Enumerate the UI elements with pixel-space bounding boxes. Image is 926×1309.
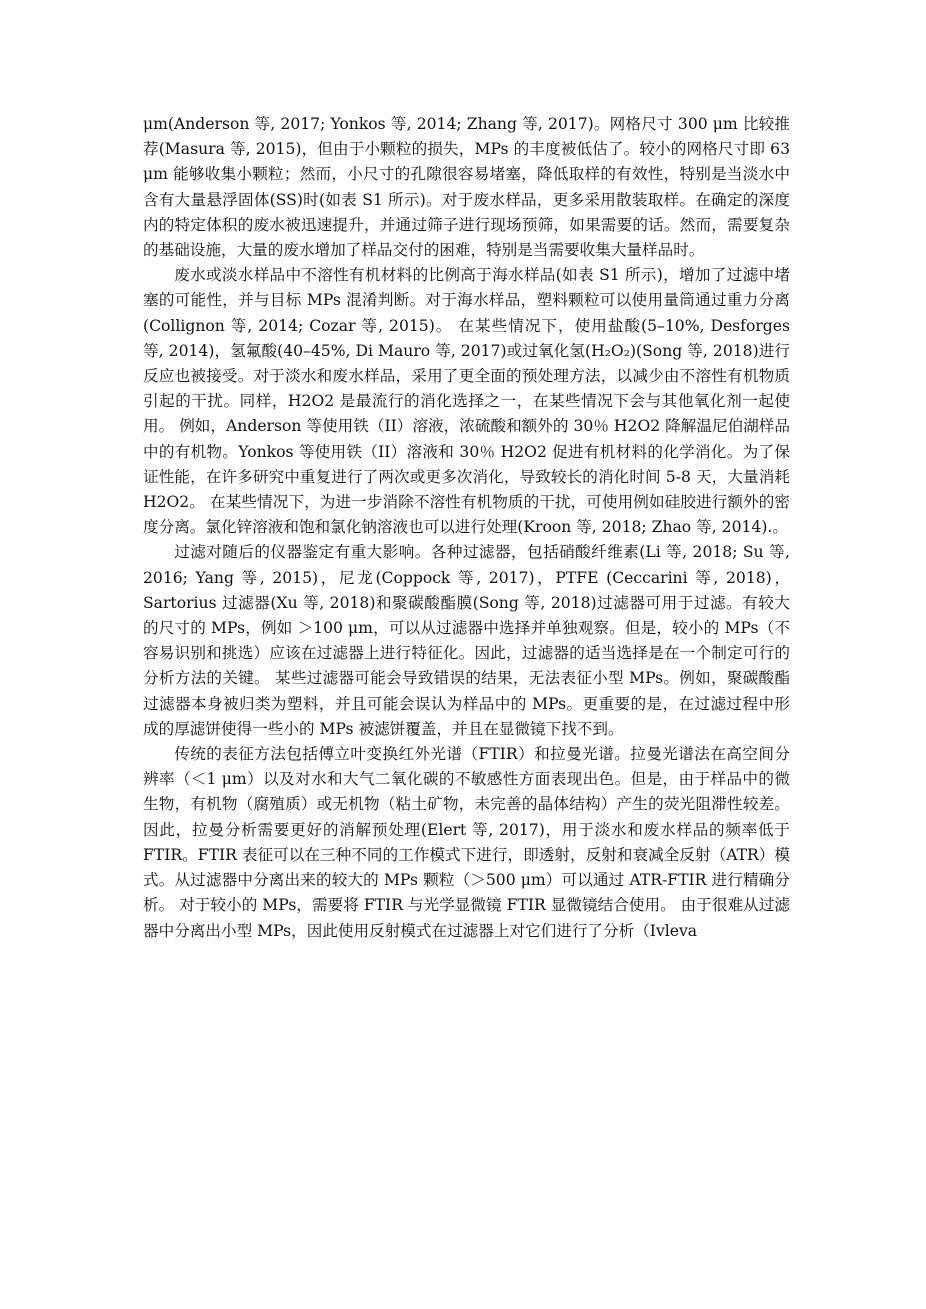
paragraph-3: 过滤对随后的仪器鉴定有重大影响。各种过滤器，包括硝酸纤维素(Li 等, 2018; Su 等, 2016; Yang 等, 2015)，尼龙(Coppock 等, 2017)，PTFE (Ceccarini 等, 2018)，Sartorius 过滤器(Xu 等, 2018)和聚碳酸酯膜(Song 等, 2018)过滤器可用于过滤。有较大的尺寸的 MPs，例如 ＞100 μm，可以从过滤器中选择并单独观察。但是，较小的 MPs（不容易识别和挑选）应该在过滤器上进行特征化。因此，过滤器的适当选择是在一个制定可行的分析方法的关键。 某些过滤器可能会导致错误的结果，无法表征小型 MPs。例如，聚碳酸酯过滤器本身被归类为塑料，并且可能会误认为样品中的 MPs。更重要的是，在过滤过程中形成的厚滤饼使得一些小的 MPs 被滤饼覆盖，并且在显微镜下找不到。: [143, 543, 790, 738]
paragraph-4: 传统的表征方法包括傅立叶变换红外光谱（FTIR）和拉曼光谱。拉曼光谱法在高空间分辨率（＜1 μm）以及对水和大气二氧化碳的不敏感性方面表现出色。但是，由于样品中的微生物，有机物（腐殖质）或无机物（粘土矿物，未完善的晶体结构）产生的荧光阻滞性较差。 因此，拉曼分析需要更好的消解预处理(Elert 等, 2017)，用于淡水和废水样品的频率低于 FTIR。FTIR 表征可以在三种不同的工作模式下进行，即透射，反射和衰减全反射（ATR）模式。从过滤器中分离出来的较大的 MPs 颗粒（＞500 μm）可以通过 ATR-FTIR 进行精确分析。 对于较小的 MPs，需要将 FTIR 与光学显微镜 FTIR 显微镜结合使用。 由于很难从过滤器中分离出小型 MPs，因此使用反射模式在过滤器上对它们进行了分析（Ivleva: [143, 745, 790, 940]
document-body: [143, 112, 790, 944]
paragraph-1: μm(Anderson 等, 2017; Yonkos 等, 2014; Zhang 等, 2017)。网格尺寸 300 μm 比较推荐(Masura 等, 2015)，但由于小颗粒的损失，MPs 的丰度被低估了。较小的网格尺寸即 63 μm 能够收集小颗粒；然而，小尺寸的孔隙很容易堵塞，降低取样的有效性，特别是当淡水中含有大量悬浮固体(SS)时(如表 S1 所示)。对于废水样品，更多采用散装取样。在确定的深度内的特定体积的废水被迅速提升，并通过筛子进行现场预筛，如果需要的话。然而，需要复杂的基础设施，大量的废水增加了样品交付的困难，特别是当需要收集大量样品时。: [143, 115, 790, 260]
paragraph-2: 废水或淡水样品中不溶性有机材料的比例高于海水样品(如表 S1 所示)，增加了过滤中堵塞的可能性，并与目标 MPs 混淆判断。对于海水样品，塑料颗粒可以使用量筒通过重力分离 (Collignon 等, 2014; Cozar 等, 2015)。 在某些情况下，使用盐酸(5–10%, Desforges 等, 2014)，氢氟酸(40–45%, Di Mauro 等, 2017)或过氧化氢(H₂O₂)(Song 等, 2018)进行反应也被接受。对于淡水和废水样品，采用了更全面的预处理方法，以减少由不溶性有机物质引起的干扰。同样，H2O2 是最流行的消化选择之一，在某些情况下会与其他氧化剂一起使用。 例如，Anderson 等使用铁（II）溶液，浓硫酸和额外的 30％ H2O2 降解温尼伯湖样品中的有机物。Yonkos 等使用铁（II）溶液和 30％ H2O2 促进有机材料的化学消化。为了保证性能，在许多研究中重复进行了两次或更多次消化，导致较长的消化时间 5-8 天，大量消耗 H2O2。 在某些情况下，为进一步消除不溶性有机物质的干扰，可使用例如硅胶进行额外的密度分离。氯化锌溶液和饱和氯化钠溶液也可以进行处理(Kroon 等, 2018; Zhao 等, 2014).。: [143, 266, 790, 537]
